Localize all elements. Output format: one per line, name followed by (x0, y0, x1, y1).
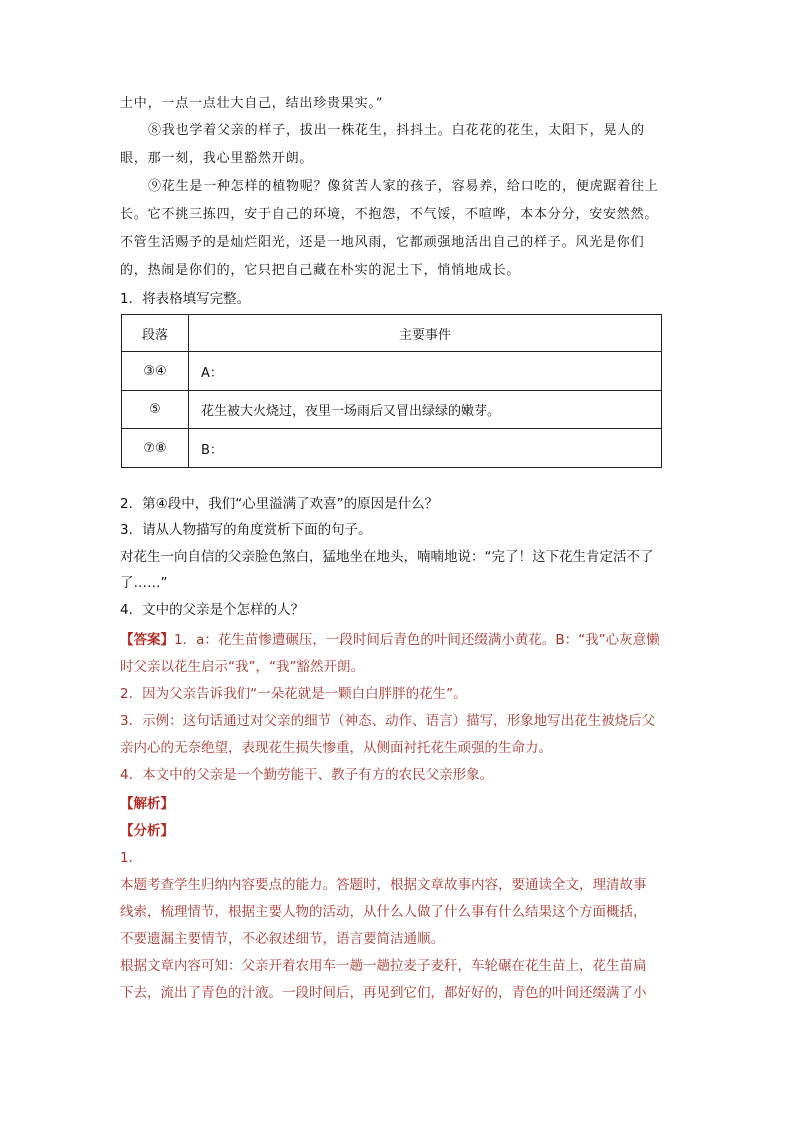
question-3: 3．请从人物描写的角度赏析下面的句子。 (120, 522, 372, 538)
analysis-line: 根据文章内容可知：父亲开着农用车一趟一趟拉麦子麦秆，车轮碾在花生苗上，花生苗扁 (120, 958, 647, 974)
analysis-line: 下去，流出了青色的汁液。一段时间后，再见到它们，都好好的，青色的叶间还缀满了小 (120, 985, 647, 1001)
answer-1-text: 1．a：花生苗惨遭碾压，一段时间后青色的叶间还缀满小黄花。B：“我”心灰意懒 (174, 632, 660, 648)
row-segment: ③④ (122, 352, 189, 391)
row-event: A： (189, 352, 662, 391)
row-segment: ⑦⑧ (122, 429, 189, 468)
answer-1-line (120, 628, 660, 648)
quoted-sentence: 对花生一向自信的父亲脸色煞白，猛地坐在地头，喃喃地说：“完了！这下花生肯定活不了 (120, 549, 654, 565)
analysis-sub-tag: 【分析】 (120, 823, 174, 839)
quoted-sentence: 了……” (120, 575, 168, 591)
answer-1-line: 时父亲以花生启示“我”，“我”豁然开朗。 (120, 659, 364, 675)
answer-3-line: 3．示例：这句话通过对父亲的细节（神态、动作、语言）描写，形象地写出花生被烧后父 (120, 713, 656, 729)
answer-tag: 【答案】 (120, 632, 174, 648)
answer-2: 2．因为父亲告诉我们“一朵花就是一颗白白胖胖的花生”。 (120, 686, 467, 702)
analysis-line: 不要遗漏主要情节，不必叙述细节，语言要简洁通顺。 (120, 931, 444, 947)
passage-line: 土中，一点一点壮大自己，结出珍贵果实。” (120, 96, 384, 111)
table-row (122, 391, 662, 429)
analysis-line: 线索，梳理情节，根据主要人物的活动，从什么人做了什么事有什么结果这个方面概括， (120, 904, 647, 920)
passage-paragraph-9-line: 不管生活赐予的是灿烂阳光，还是一地风雨，它都顽强地活出自己的样子。风光是你们 (120, 235, 645, 250)
question-2: 2．第④段中，我们“心里溢满了欢喜”的原因是什么？ (120, 496, 439, 512)
table-row (122, 352, 662, 391)
table-row (122, 429, 662, 468)
question-4: 4．文中的父亲是个怎样的人？ (120, 602, 305, 618)
passage-paragraph-9-line: ⑨花生是一种怎样的植物呢？像贫苦人家的孩子，容易养，给口吃的，便虎踞着往上 (148, 179, 659, 194)
row-event: B： (189, 429, 662, 468)
question-1: 1．将表格填写完整。 (120, 291, 251, 307)
header-event: 主要事件 (189, 315, 662, 352)
passage-paragraph-9-line: 的，热闹是你们的，它只把自己藏在朴实的泥土下，悄悄地成长。 (120, 263, 521, 278)
row-segment: ⑤ (122, 391, 189, 429)
passage-paragraph-9-line: 长。它不挑三拣四，安于自己的环境，不抱怨，不气馁，不喧哗，本本分分，安安然然。 (120, 207, 659, 222)
analysis-line: 本题考查学生归纳内容要点的能力。答题时，根据文章故事内容，要通读全文，理清故事 (120, 877, 647, 893)
answer-3-line: 亲内心的无奈绝望，表现花生损失惨重，从侧面衬托花生顽强的生命力。 (120, 740, 552, 756)
row-event: 花生被大火烧过，夜里一场雨后又冒出绿绿的嫩芽。 (189, 391, 662, 429)
analysis-number: 1． (120, 850, 143, 866)
analysis-tag: 【解析】 (120, 796, 174, 812)
passage-paragraph-8-line: 眼，那一刻，我心里豁然开朗。 (120, 151, 314, 166)
events-table (121, 314, 662, 468)
table-header-row (122, 315, 662, 352)
passage-paragraph-8-line: ⑧我也学着父亲的样子，拔出一株花生，抖抖土。白花花的花生，太阳下，晃人的 (148, 123, 645, 138)
header-segment: 段落 (122, 315, 189, 352)
answer-4: 4．本文中的父亲是一个勤劳能干、教子有方的农民父亲形象。 (120, 767, 494, 783)
